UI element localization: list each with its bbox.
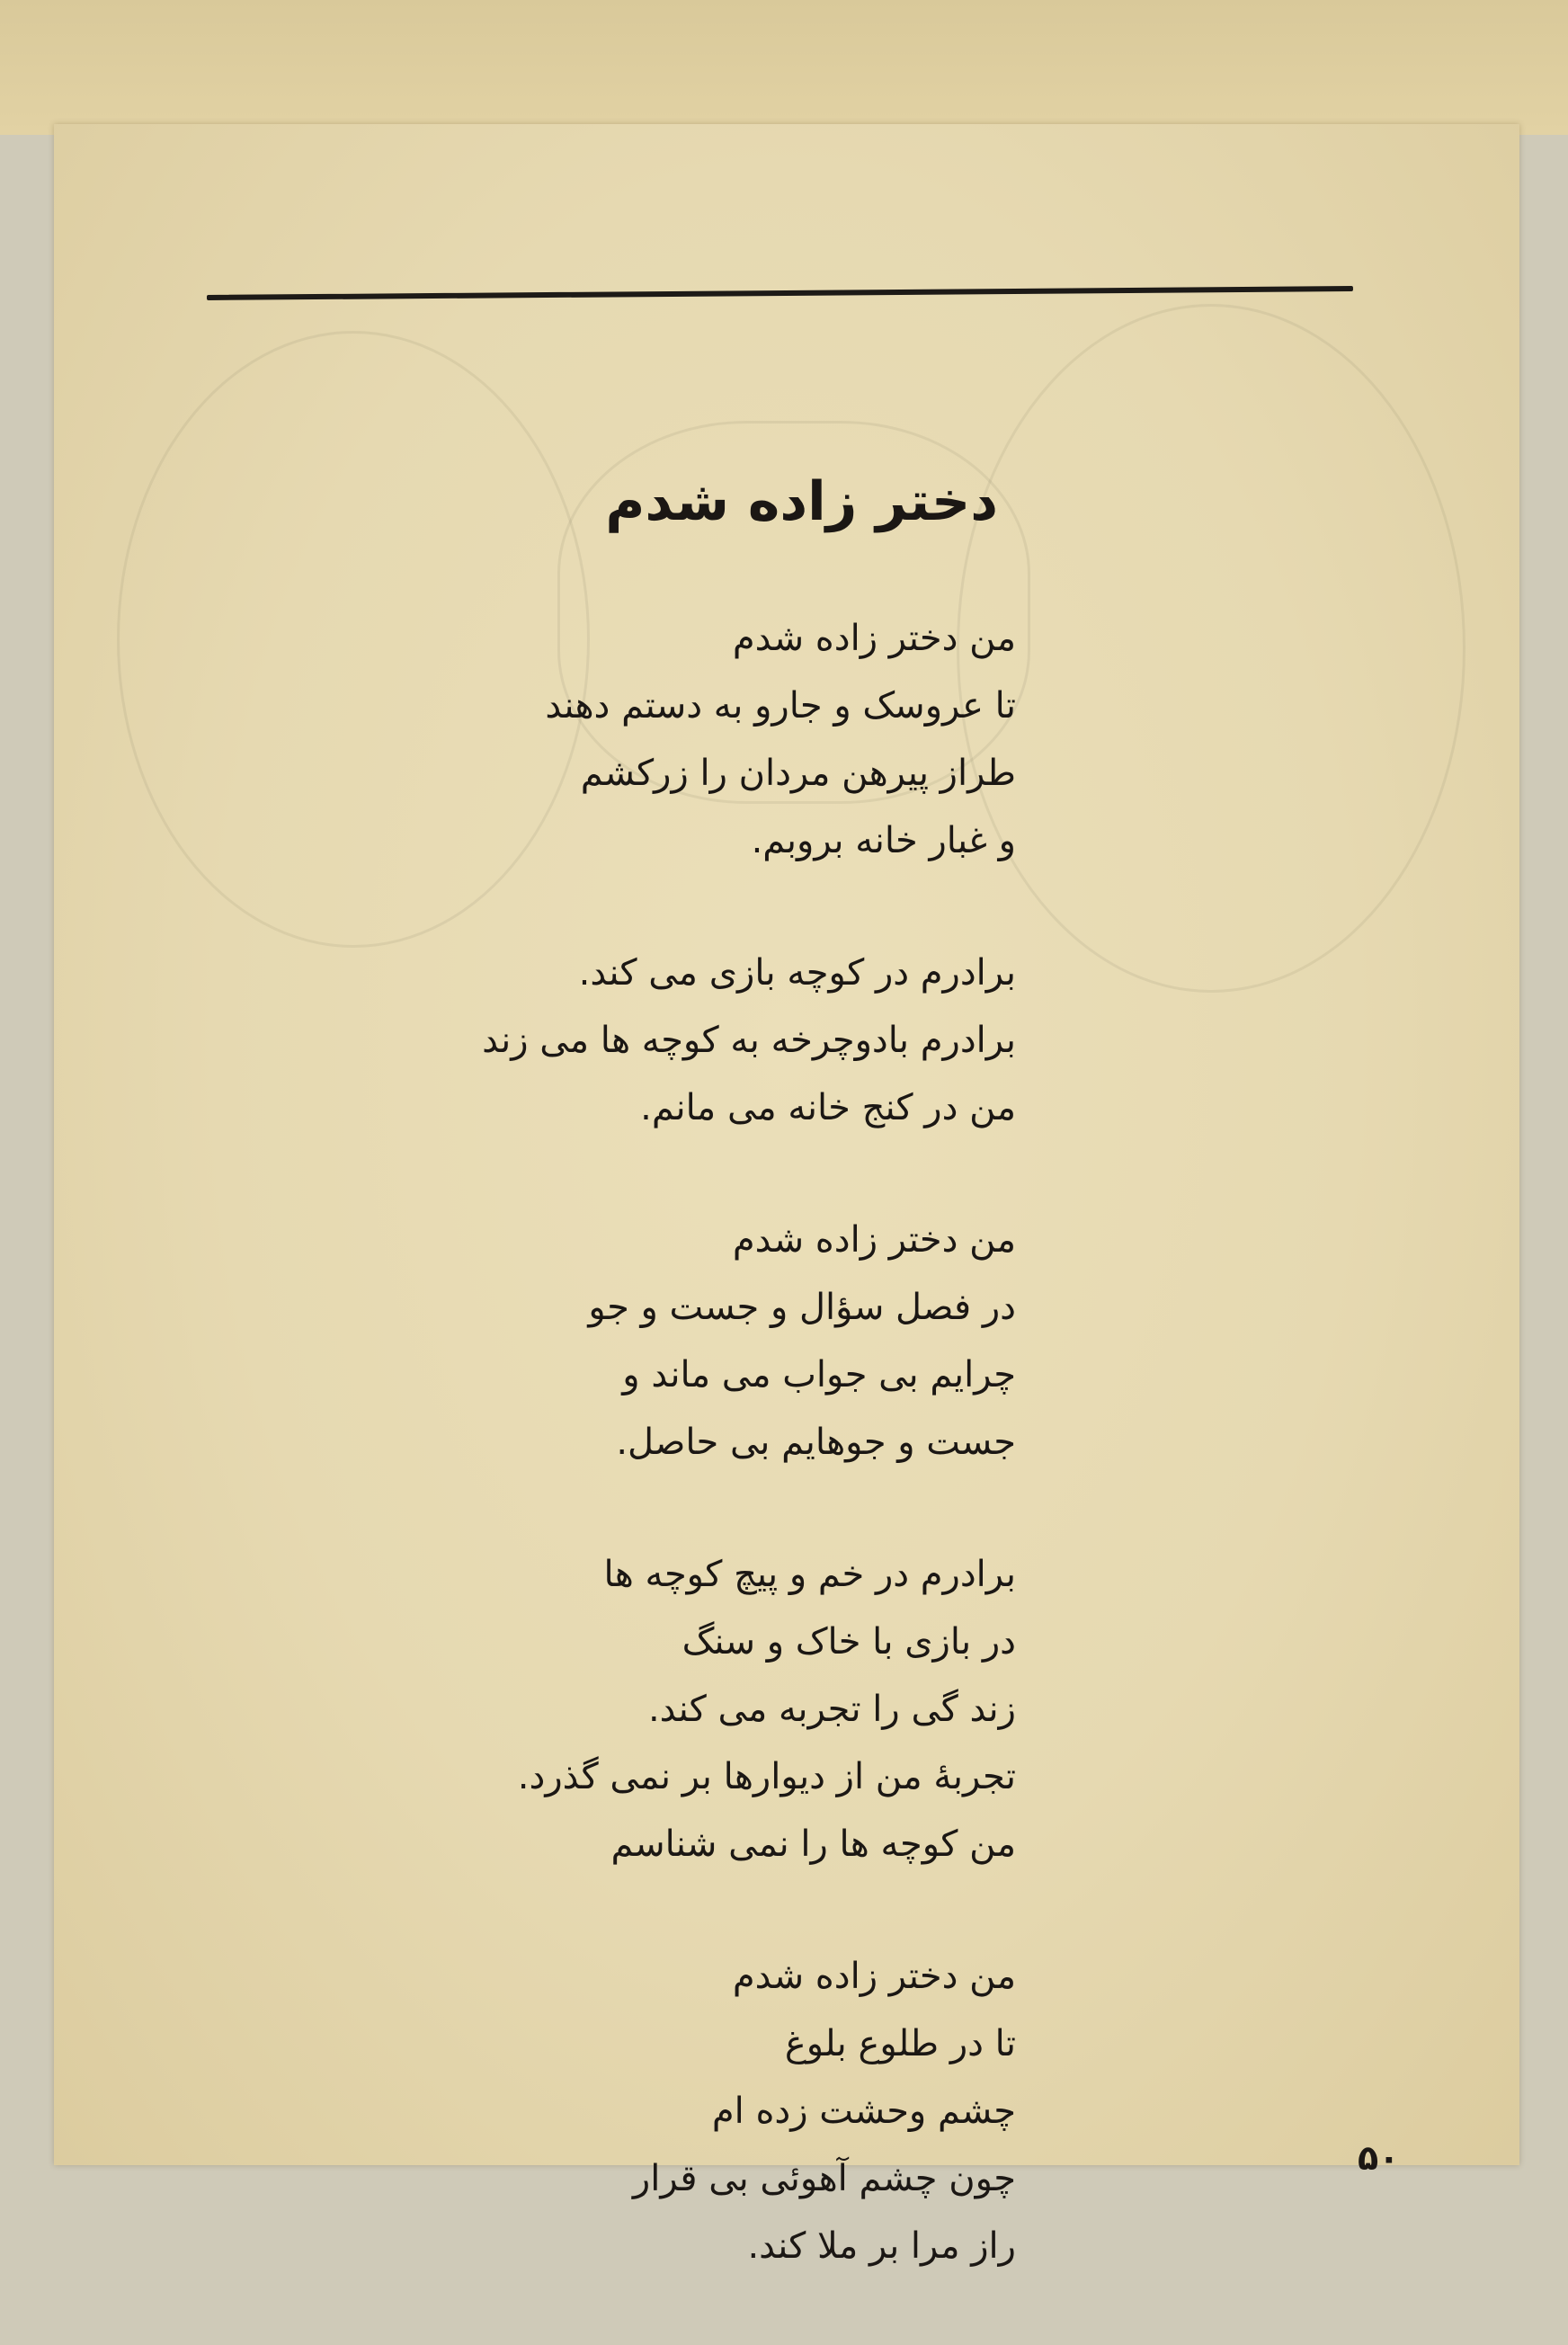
page-number: ۵۰	[1358, 2138, 1400, 2178]
faded-illustration-right	[957, 304, 1466, 993]
poem-line: و غبار خانه بروبم.	[751, 820, 1016, 861]
poem-line: من دختر زاده شدم	[732, 1219, 1016, 1261]
poem-line: من کوچه ها را نمی شناسم	[610, 1823, 1016, 1865]
poem-line: برادرم در کوچه بازی می کند.	[578, 952, 1016, 994]
poem-line: تجربهٔ من از دیوارها بر نمی گذرد.	[517, 1756, 1016, 1797]
poem-line: تا در طلوع بلوغ	[784, 2023, 1016, 2064]
poem-line: جست و جوهایم بی حاصل.	[616, 1422, 1016, 1463]
stanza	[207, 605, 1016, 875]
header-rule	[207, 286, 1353, 300]
poem-line: من دختر زاده شدم	[732, 1956, 1016, 1997]
poem-line: زند گی را تجربه می کند.	[647, 1689, 1016, 1730]
poem-line: برادرم در خم و پیچ کوچه ها	[603, 1554, 1016, 1595]
poem-line: من در کنج خانه می مانم.	[640, 1087, 1016, 1128]
stanza	[207, 1541, 1016, 1878]
stanza	[207, 1207, 1016, 1476]
poem-title: دختر زاده شدم	[605, 470, 998, 533]
stanza	[207, 940, 1016, 1142]
poem-line: در فصل سؤال و جست و جو	[588, 1287, 1016, 1328]
top-paper-edge	[0, 0, 1568, 135]
poem-line: چرایم بی جواب می ماند و	[622, 1354, 1016, 1395]
poem-line: چون چشم آهوئی بی قرار	[632, 2158, 1016, 2199]
poem-line: چشم وحشت زده ام	[711, 2091, 1016, 2132]
poem-body	[207, 605, 1016, 2345]
poem-line: در بازی با خاک و سنگ	[682, 1621, 1016, 1663]
poem-line: برادرم بادوچرخه به کوچه ها می زند	[482, 1020, 1016, 1061]
poem-line: تا عروسک و جارو به دستم دهند	[545, 685, 1016, 727]
poem-line: طراز پیرهن مردان را زرکشم	[580, 753, 1016, 794]
page-sheet	[54, 124, 1519, 2267]
poem-line: من دختر زاده شدم	[732, 618, 1016, 659]
poem-line: راز مرا بر ملا کند.	[747, 2225, 1016, 2267]
